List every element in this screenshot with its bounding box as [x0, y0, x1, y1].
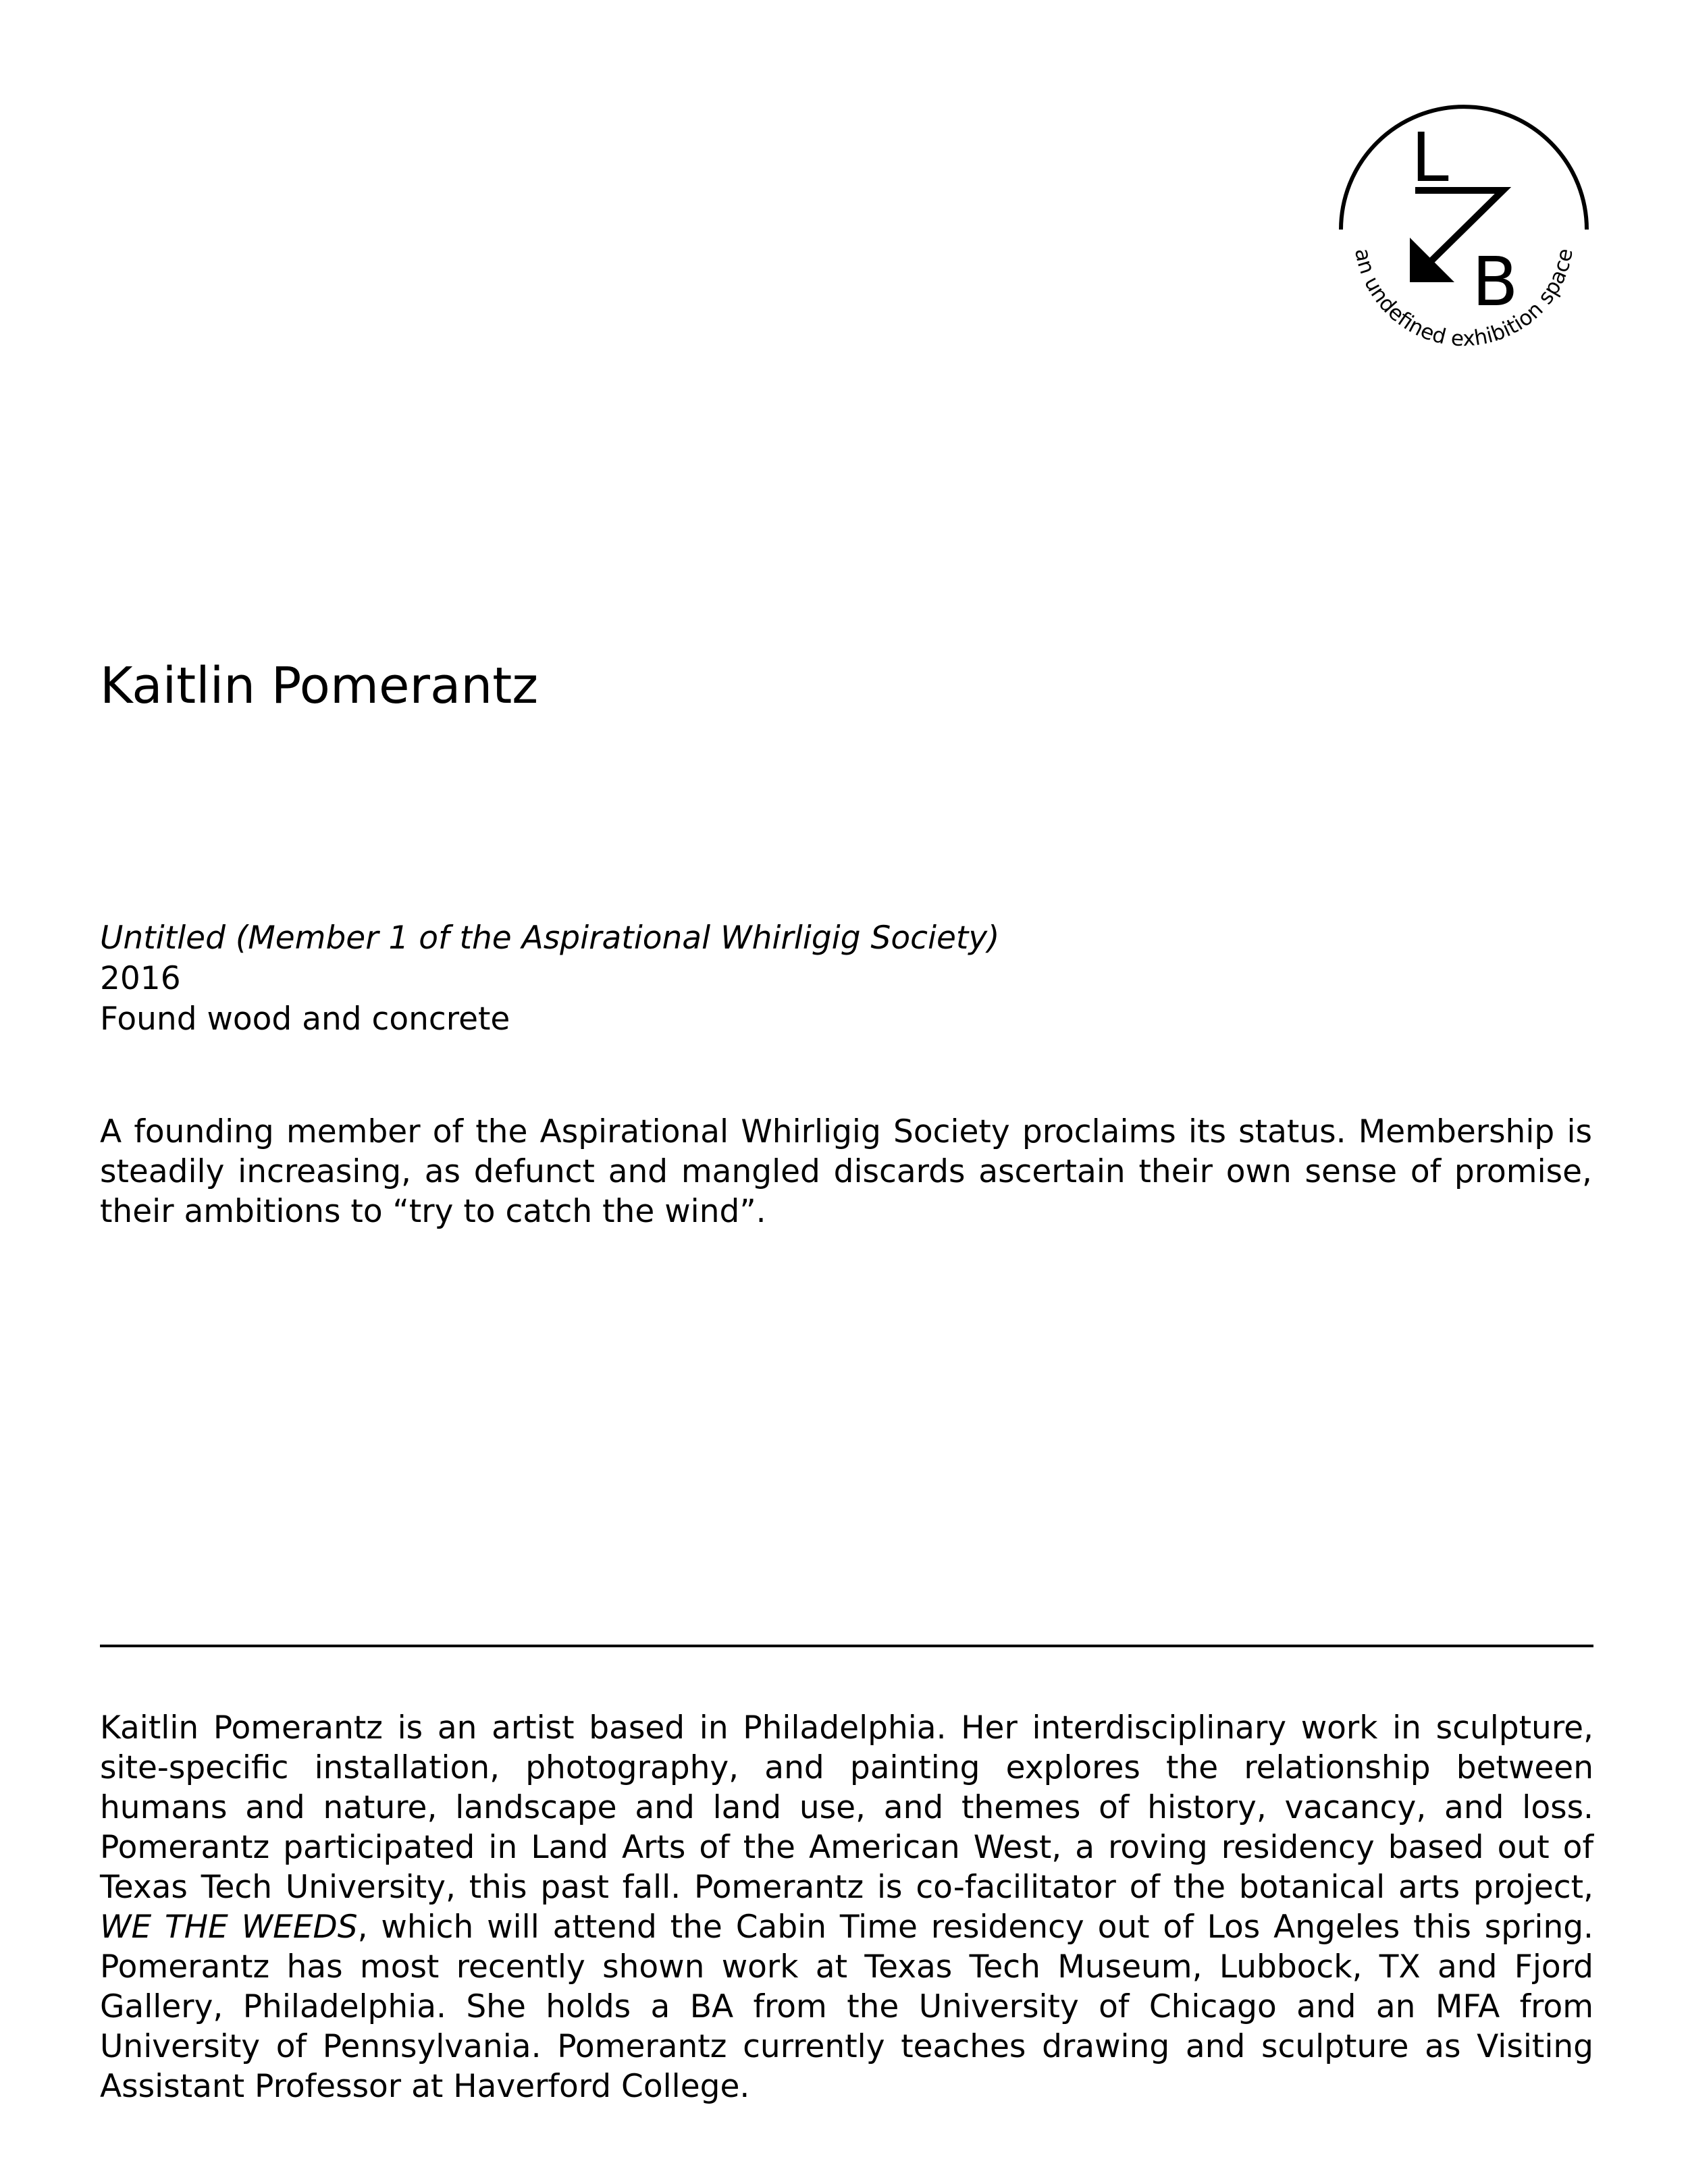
lxb-logo: [1329, 101, 1599, 371]
artwork-year: 2016: [100, 960, 181, 997]
logo-letter-l: L: [1411, 118, 1449, 197]
logo-arc: [1341, 107, 1587, 230]
bio-project-name: WE THE WEEDS: [100, 1909, 358, 1946]
logo-letter-b: B: [1472, 242, 1519, 321]
artwork-medium: Found wood and concrete: [100, 1001, 510, 1038]
logo-tagline: an undefined exhibition space: [1350, 246, 1578, 352]
artwork-title: Untitled (Member 1 of the Aspirational Whirligig Society): [100, 920, 1000, 957]
artwork-statement: A founding member of the Aspirational Whirligig Society proclaims its status. Membership is steadily increasing, as defunct and mangled discards ascertain their own sense of promise, their ambitions to “try to catch the wind”.: [100, 1113, 1592, 1230]
artist-name: Kaitlin Pomerantz: [100, 657, 539, 715]
artwork-details: [100, 918, 1000, 1040]
section-divider: [100, 1645, 1593, 1647]
bio-text-part-2: , which will attend the Cabin Time residency out of Los Angeles this spring. Pomerantz has most recently shown work at Texas Tech Museum, Lubbock, TX and Fjord Gallery, Philadelphia. She holds a BA from the University of Chicago and an MFA from University of Pennsylvania. Pomerantz currently teaches drawing and sculpture as Visiting Assistant Professor at Haverford College.: [100, 1909, 1594, 2105]
lxb-logo-mark: [1329, 101, 1599, 371]
artist-bio: [100, 1708, 1593, 2106]
bio-text-part-1: Kaitlin Pomerantz is an artist based in Philadelphia. Her interdisciplinary work in sculpture, site-specific installation, photography, and painting explores the relationship between humans and nature, landscape and land use, and themes of history, vacancy, and loss. Pomerantz participated in Land Arts of the American West, a roving residency based out of Texas Tech University, this past fall. Pomerantz is co-facilitator of the botanical arts project,: [100, 1709, 1593, 1906]
